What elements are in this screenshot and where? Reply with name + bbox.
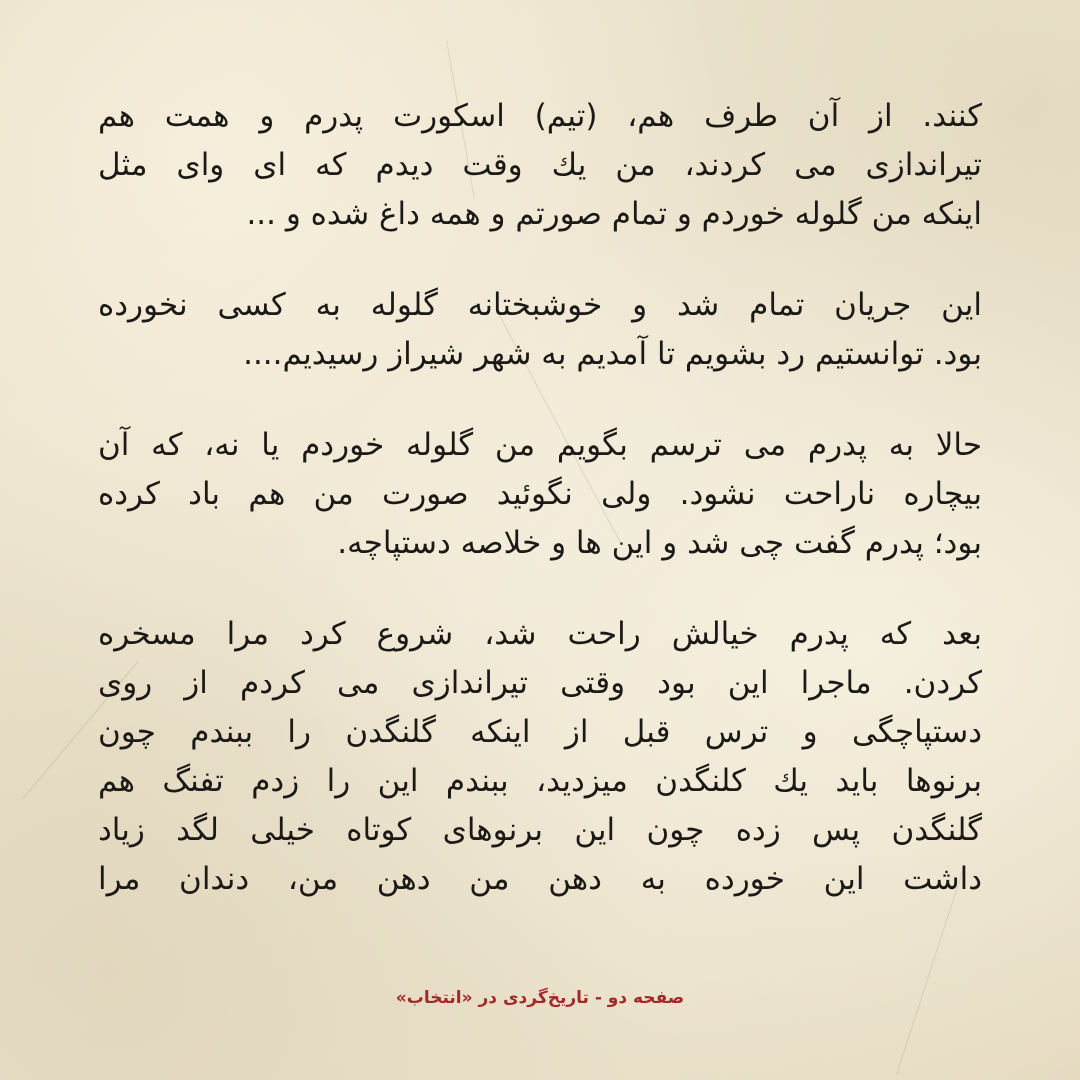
text-line: بعد که پدرم خیالش راحت شد، شروع کرد مرا مسخره [98, 616, 982, 652]
text-line: کردن. ماجرا این بود وقتی تیراندازی می کردم از روی [98, 665, 982, 701]
text-line: حالا به پدرم می ترسم بگویم من گلوله خوردم یا نه، که آن [98, 427, 982, 463]
paragraph-1 [98, 92, 982, 239]
paragraph-2 [98, 281, 982, 379]
text-line: اینکه من گلوله خوردم و تمام صورتم و همه داغ شده و ... [246, 196, 982, 232]
text-line: گلنگدن پس زده چون این برنوهای کوتاه خیلی لگد زیاد [98, 812, 982, 848]
text-line: تیراندازی می کردند، من یك وقت دیدم که ای وای مثل [98, 147, 982, 183]
paragraph-4 [98, 610, 982, 904]
text-line: بود. توانستیم رد بشویم تا آمدیم به شهر شیراز رسیدیم.... [243, 336, 982, 372]
text-line: بود؛ پدرم گفت چی شد و این ها و خلاصه دستپاچه. [337, 525, 982, 561]
page-caption: صفحه دو - تاریخ‌گردی در «انتخاب» [395, 988, 685, 1008]
text-line: برنوها باید یك کلنگدن میزدید، ببندم این را زدم تفنگ هم [98, 763, 982, 799]
paragraph-3 [98, 421, 982, 568]
text-line: کنند. از آن طرف هم، (تیم) اسکورت پدرم و همت هم [98, 98, 982, 134]
text-line: بیچاره ناراحت نشود. ولی نگوئید صورت من هم باد کرده [98, 476, 982, 512]
article-body [98, 92, 982, 946]
text-line: این جریان تمام شد و خوشبختانه گلوله به کسی نخورده [98, 287, 982, 323]
text-line: داشت این خورده به دهن من دهن من، دندان مرا [98, 861, 982, 897]
text-line: دستپاچگی و ترس قبل از اینکه گلنگدن را ببندم چون [98, 714, 982, 750]
